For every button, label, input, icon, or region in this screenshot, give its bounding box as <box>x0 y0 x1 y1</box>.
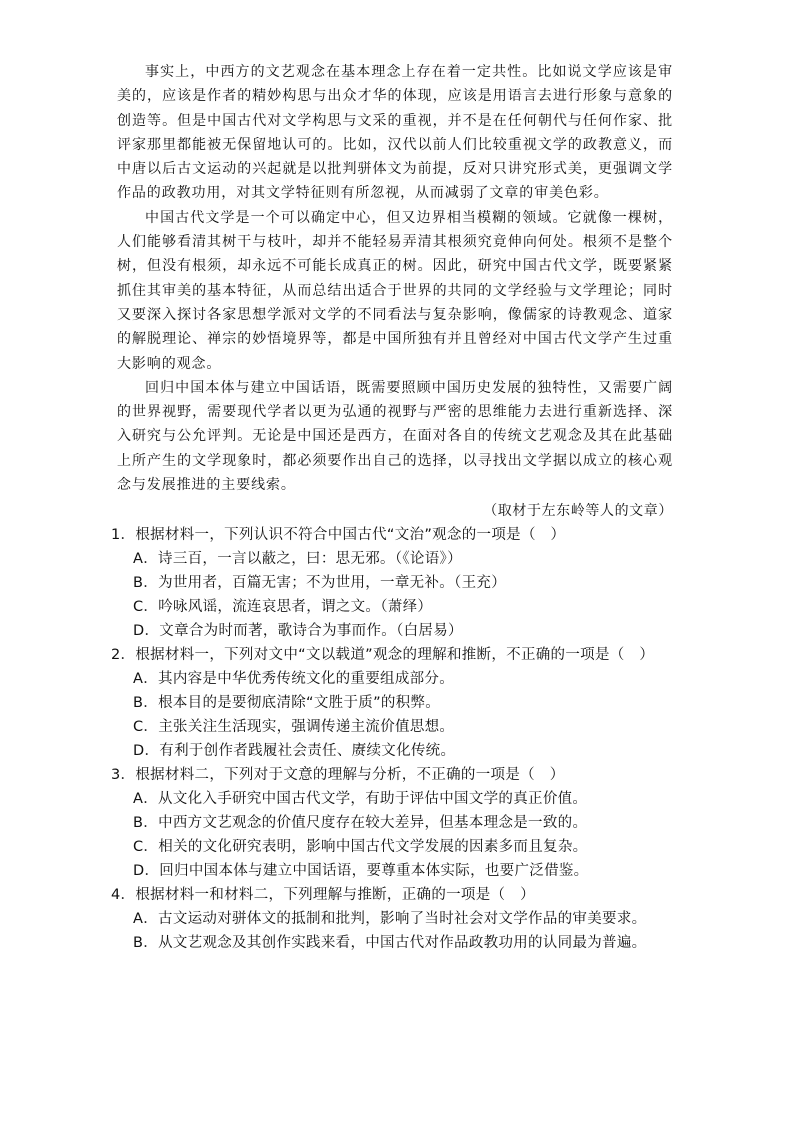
passage-source: （取材于左东岭等人的文章） <box>483 503 673 520</box>
option-b <box>133 811 673 835</box>
option-text: 中西方文艺观念的价值尺度存在较大差异，但基本理念是一致的。 <box>158 815 588 832</box>
option-letter: B． <box>133 815 159 832</box>
option-text: 吟咏风谣，流连哀思者，谓之文。（萧绎） <box>158 599 433 616</box>
question-3 <box>111 763 673 883</box>
option-text: 从文化入手研究中国古代文学，有助于评估中国文学的真正价值。 <box>158 791 588 808</box>
option-c <box>133 715 673 739</box>
option-text: 为世用者，百篇无害；不为世用，一章无补。（王充） <box>158 575 507 592</box>
question-stem <box>111 763 673 787</box>
question-text: 根据材料一，下列对文中“文以载道”观念的理解和推断，不正确的一项是（ ） <box>135 647 655 664</box>
option-a <box>133 787 673 811</box>
passage-paragraph-1: 事实上，中西方的文艺观念在基本理念上存在着一定共性。比如说文学应该是审美的，应该是作者的精妙构思与出众才华的体现，应该是用语言去进行形象与意象的创造等。但是中国古代对文学构思与文采的重视，并不是在任何朝代与任何作家、批评家那里都能被无保留地认可的。比如，汉代以前人们比较重视文学的政教意义，而中唐以后古文运动的兴起就是以批判骈体文为前提，反对只讲究形式美，更强调文学作品的政教功用，对其文学特征则有所忽视，从而减弱了文章的审美色彩。 <box>117 64 673 202</box>
option-text: 有利于创作者践履社会责任、赓续文化传统。 <box>159 743 456 760</box>
option-text: 其内容是中华优秀传统文化的重要组成部分。 <box>158 671 455 688</box>
option-text: 古文运动对骈体文的抵制和批判，影响了当时社会对文学作品的审美要求。 <box>158 911 647 928</box>
question-number: 4． <box>111 887 136 904</box>
question-2 <box>111 643 673 763</box>
option-text: 主张关注生活现实，强调传递主流价值思想。 <box>158 719 455 736</box>
option-letter: D． <box>133 743 160 760</box>
option-letter: D． <box>133 623 160 640</box>
option-c <box>133 595 673 619</box>
option-letter: D． <box>133 863 160 880</box>
question-number: 2． <box>111 647 136 664</box>
passage-paragraph-3: 回归中国本体与建立中国话语，既需要照顾中国历史发展的独特性，又需要广阔的世界视野，需要现代学者以更为弘通的视野与严密的思维能力去进行重新选择、深入研究与公允评判。无论是中国还是西方，在面对各自的传统文艺观念及其在此基础上所产生的文学现象时，都必须要作出自己的选择，以寻找出文学据以成立的核心观念与发展推进的主要线索。 <box>117 379 673 494</box>
option-text: 诗三百，一言以蔽之，曰：思无邪。（《论语》） <box>158 551 462 568</box>
question-text: 根据材料一，下列认识不符合中国古代“文治”观念的一项是（ ） <box>135 527 566 544</box>
option-letter: C． <box>133 839 159 856</box>
question-stem <box>111 883 673 907</box>
question-1 <box>111 523 673 643</box>
option-text: 文章合为时而著，歌诗合为事而作。（白居易） <box>159 623 463 640</box>
option-d <box>133 859 673 883</box>
option-b <box>133 931 673 955</box>
question-list <box>111 523 673 955</box>
option-letter: A． <box>133 551 159 568</box>
option-d <box>133 739 673 763</box>
option-b <box>133 571 673 595</box>
option-a <box>133 907 673 931</box>
option-text: 回归中国本体与建立中国话语，要尊重本体实际，也要广泛借鉴。 <box>159 863 589 880</box>
document-page <box>111 60 673 955</box>
option-text: 从文艺观念及其创作实践来看，中国古代对作品政教功用的认同最为普遍。 <box>158 935 647 952</box>
option-letter: C． <box>133 599 159 616</box>
option-letter: C． <box>133 719 159 736</box>
question-stem <box>111 523 673 547</box>
option-d <box>133 619 673 643</box>
passage <box>117 60 673 523</box>
question-number: 1． <box>111 527 136 544</box>
option-a <box>133 547 673 571</box>
question-stem <box>111 643 673 667</box>
passage-paragraph-2: 中国古代文学是一个可以确定中心，但又边界相当模糊的领域。它就像一棵树，人们能够看清其树干与枝叶，却并不能轻易弄清其根须究竟伸向何处。根须不是整个树，但没有根须，却永远不可能长成真正的树。因此，研究中国古代文学，既要紧紧抓住其审美的基本特征，从而总结出适合于世界的共同的文学经验与文学理论；同时又要深入探讨各家思想学派对文学的不同看法与复杂影响，像儒家的诗教观念、道家的解脱理论、禅宗的妙悟境界等，都是中国所独有并且曾经对中国古代文学产生过重大影响的观念。 <box>117 209 673 372</box>
option-a <box>133 667 673 691</box>
question-4 <box>111 883 673 955</box>
option-letter: B． <box>133 575 159 592</box>
option-c <box>133 835 673 859</box>
option-letter: B． <box>133 935 159 952</box>
option-text: 相关的文化研究表明，影响中国古代文学发展的因素多而且复杂。 <box>158 839 588 856</box>
option-text: 根本目的是要彻底清除“文胜于质”的积弊。 <box>158 695 441 712</box>
question-text: 根据材料一和材料二，下列理解与推断，正确的一项是（ ） <box>135 887 535 904</box>
option-letter: B． <box>133 695 159 712</box>
option-letter: A． <box>133 911 159 928</box>
question-text: 根据材料二，下列对于文意的理解与分析，不正确的一项是（ ） <box>135 767 565 784</box>
question-number: 3． <box>111 767 136 784</box>
option-letter: A． <box>133 791 159 808</box>
option-letter: A． <box>133 671 159 688</box>
option-b <box>133 691 673 715</box>
